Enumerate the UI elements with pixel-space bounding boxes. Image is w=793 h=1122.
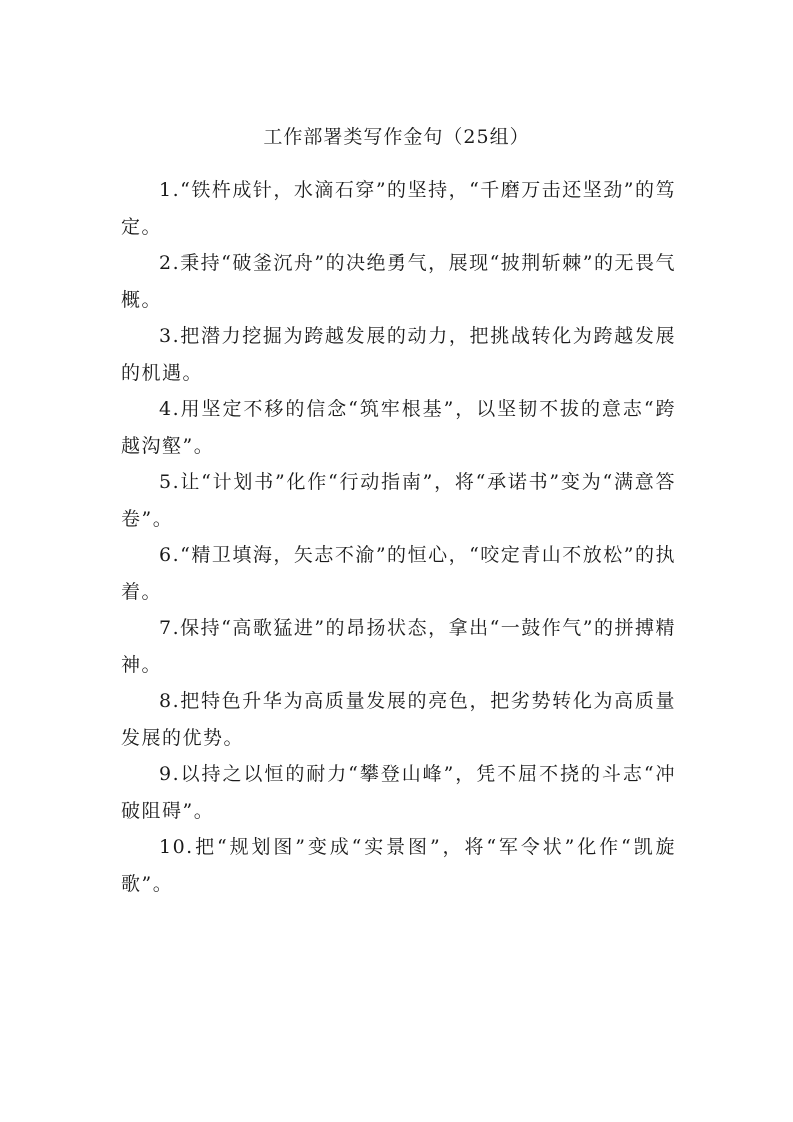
list-item: 4.用坚定不移的信念“筑牢根基”，以坚韧不拔的意志“跨越沟壑”。: [121, 398, 676, 457]
list-item: 6.“精卫填海，矢志不渝”的恒心，“咬定青山不放松”的执着。: [121, 544, 676, 603]
quote-list: [121, 172, 676, 902]
list-item: 3.把潜力挖掘为跨越发展的动力，把挑战转化为跨越发展的机遇。: [121, 325, 676, 384]
list-item: 10.把“规划图”变成“实景图”，将“军令状”化作“凯旋歌”。: [121, 836, 676, 895]
list-item: 7.保持“高歌猛进”的昂扬状态，拿出“一鼓作气”的拼搏精神。: [121, 617, 676, 676]
page-title: 工作部署类写作金句（25组）: [263, 126, 530, 148]
list-item: 9.以持之以恒的耐力“攀登山峰”，凭不屈不挠的斗志“冲破阻碍”。: [121, 763, 676, 822]
list-item: 2.秉持“破釜沉舟”的决绝勇气，展现“披荆斩棘”的无畏气概。: [121, 252, 676, 311]
list-item: 8.把特色升华为高质量发展的亮色，把劣势转化为高质量发展的优势。: [121, 690, 676, 749]
list-item: 5.让“计划书”化作“行动指南”，将“承诺书”变为“满意答卷”。: [121, 471, 676, 530]
list-item: 1.“铁杵成针，水滴石穿”的坚持，“千磨万击还坚劲”的笃定。: [121, 179, 676, 238]
